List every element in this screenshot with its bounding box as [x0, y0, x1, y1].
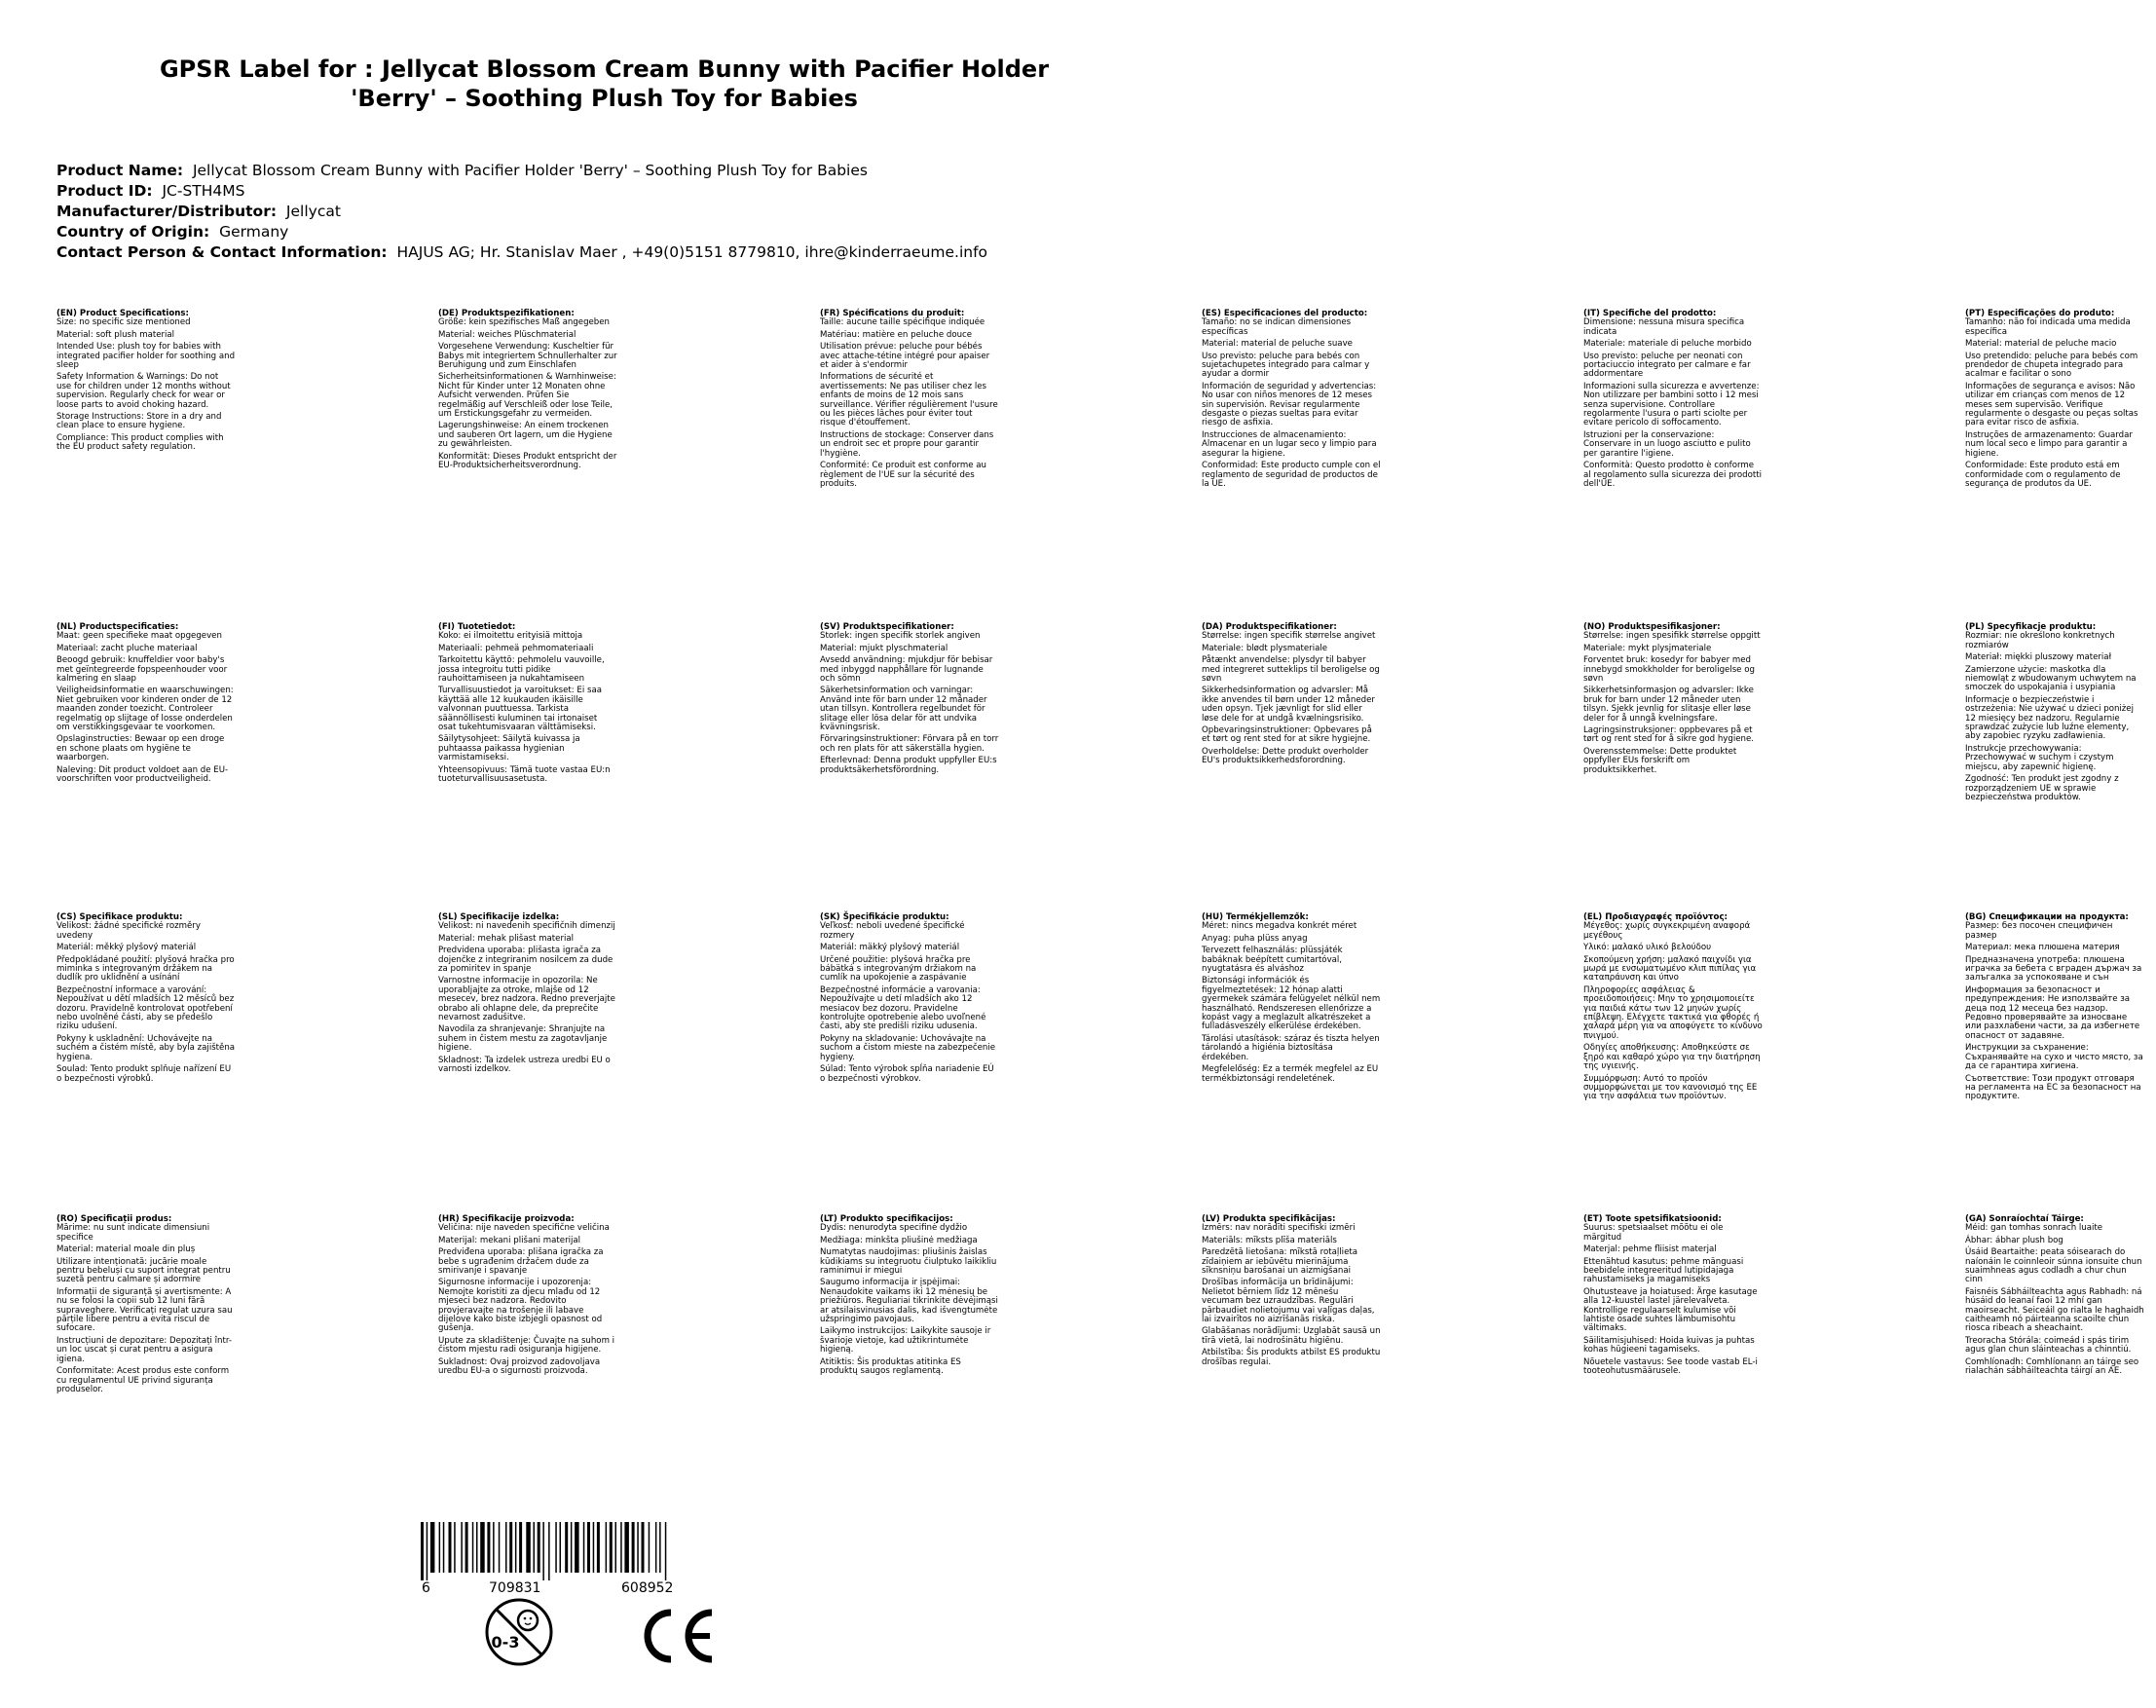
spec-paragraph: Predvidena uporaba: plišasta igrača za dojenčke z integriranim nosilcem za dude za pomiritev in spanje [438, 946, 613, 975]
barcode-bar [610, 1522, 613, 1573]
spec-paragraph: Varnostne informacije in opozorila: Ne uporabljajte za otroke, mlajše od 12 mesecev, brez nadzora. Redno preverjajte obrabo ali ohlapne dele, da preprečite nevarnost zadušitve. [438, 976, 615, 1023]
spec-paragraph: Tarkoitettu käyttö: pehmolelu vauvoille, jossa integroitu tutti pidike rauhoittamiseen ja nukahtamiseen [438, 655, 605, 685]
spec-paragraph: Storlek: ingen specifik storlek angiven [820, 631, 981, 642]
language-block [820, 310, 1011, 492]
language-heading: (ET) Toote spetsifikatsioonid: [1583, 1214, 1722, 1224]
language-heading: (EL) Προδιαγραφές προϊόντος: [1583, 912, 1728, 922]
spec-paragraph: Informații de siguranță și avertismente: A nu se folosi la copii sub 12 luni fără supraveghere. Verificați regulat uzura sau părțile libere pentru a evita riscul de sufocare. [56, 1286, 233, 1334]
barcode-group-2: 608952 [621, 1580, 674, 1596]
spec-paragraph: Medžiaga: minkšta pliušinė medžiaga [820, 1235, 978, 1245]
spec-paragraph: Súlad: Tento výrobok spĺňa nariadenie EÚ o bezpečnosti výrobkov. [820, 1064, 994, 1084]
language-block [1202, 310, 1393, 492]
barcode-bar [615, 1522, 617, 1573]
spec-paragraph: Laikymo instrukcijos: Laikykite sausoje ir švarioje vietoje, kad užtikrintumėte higieną. [820, 1326, 991, 1355]
spec-paragraph: Turvallisuustiedot ja varoitukset: Ei saa käyttää alle 12 kuukauden ikäisille valvonnan puuttuessa. Tarkista säännöllisesti kuluminen tai irtonaiset osat tukehtumisvaaran välttämiseksi. [438, 686, 602, 733]
spec-paragraph: Μέγεθος: χωρίς συγκεκριμένη αναφορά μεγέθους [1583, 921, 1751, 941]
spec-paragraph: Glabāšanas norādījumi: Uzglabāt sausā un tīrā vietā, lai nodrošinātu higiēnu. [1202, 1326, 1381, 1346]
language-heading: (FI) Tuotetiedot: [438, 622, 516, 632]
language-block [1965, 913, 2156, 1105]
barcode-bar [499, 1522, 501, 1573]
spec-paragraph: Σκοπούμενη χρήση: μαλακό παιχνίδι για μωρά με ενσωματωμένο κλιπ πιπίλας για καταπράυνση και ύπνο [1583, 954, 1757, 984]
language-heading: (DE) Produktspezifikationen: [438, 309, 575, 318]
spec-paragraph: Forventet bruk: kosedyr for babyer med innebygd smokkholder for beroligelse og søvn [1583, 655, 1755, 685]
spec-paragraph: Materijal: mekani plišani materijal [438, 1235, 581, 1245]
barcode-bar [505, 1522, 507, 1573]
spec-paragraph: Informations de sécurité et avertissements: Ne pas utiliser chez les enfants de moins de 12 mois sans surveillance. Vérifier régulièrement l'usure ou les pièces lâches pour éviter tout risque d'étouffement. [820, 372, 998, 428]
barcode-bar [583, 1522, 585, 1573]
language-block [1583, 1215, 1774, 1380]
barcode-bar [571, 1522, 573, 1573]
spec-paragraph: Numatytas naudojimas: pliušinis žaislas kūdikiams su integruotu čiulptuko laikikliu raminimui ir miegui [820, 1247, 997, 1277]
language-heading: (IT) Specifiche del prodotto: [1583, 309, 1717, 318]
spec-paragraph: Naleving: Dit product voldoet aan de EU-voorschriften voor productveiligheid. [56, 764, 229, 785]
spec-paragraph: Upute za skladištenje: Čuvajte na suhom i čistom mjestu radi osiguranja higijene. [438, 1335, 615, 1355]
spec-paragraph: Informacje o bezpieczeństwie i ostrzeżenia: Nie używać u dzieci poniżej 12 miesięcy bez nadzoru. Regularnie sprawdzać zużycie lub luźne elementy, aby zapobiec ryzyku zadławienia. [1965, 694, 2134, 742]
spec-paragraph: Pokyny k uskladnění: Uchovávejte na suchém a čistém místě, aby byla zajištěna hygiena. [56, 1033, 236, 1062]
language-block [56, 310, 247, 456]
age-label: 0-3 [491, 1633, 520, 1652]
spec-paragraph: Información de seguridad y advertencias: No usar con niños menores de 12 meses sin supervisión. Revisar regularmente desgaste o piezas sueltas para evitar riesgo de asfixia. [1202, 381, 1377, 428]
language-heading: (LV) Produkta specifikācijas: [1202, 1214, 1336, 1224]
language-block [1583, 623, 1774, 778]
spec-paragraph: Atitiktis: Šis produktas atitinka ES produktų saugos reglamentą. [820, 1356, 961, 1377]
spec-paragraph: Sukladnost: Ovaj proizvod zadovoljava uredbu EU-a o sigurnosti proizvoda. [438, 1356, 601, 1377]
barcode-bar [534, 1522, 536, 1573]
spec-paragraph: Úsáid Beartaithe: peata sóisearach do naíonáin le coinnleoir súnna ionsuite chun suaimhneas agus codladh a chur chun cinn [1965, 1247, 2142, 1285]
spec-paragraph: Informações de segurança e avisos: Não utilizar em crianças com menos de 12 meses sem supervisão. Verifique regularmente o desgaste ou peças soltas para evitar risco de asfixia. [1965, 381, 2138, 428]
language-block [56, 1215, 247, 1397]
spec-paragraph: Veličina: nije naveden specifične veličina [438, 1223, 610, 1234]
spec-paragraph: Sikkerhetsinformasjon og advarsler: Ikke bruk for barn under 12 måneder uten tilsyn. Sjekk jevnlig for slitasje eller løse deler for å unngå kvelningsfare. [1583, 686, 1754, 724]
language-block [1202, 913, 1393, 1087]
spec-paragraph: Инструкции за съхранение: Съхранявайте на сухо и чисто място, за да се гарантира хигиена. [1965, 1043, 2143, 1072]
spec-paragraph: Predviđena uporaba: plišana igračka za bebe s ugrađenim držačem dude za smirivanje i spavanje [438, 1247, 604, 1277]
spec-paragraph: Material: material de peluche suave [1202, 339, 1353, 350]
language-block [438, 310, 629, 474]
barcode-bar [560, 1522, 562, 1573]
spec-paragraph: Taille: aucune taille spécifique indiquée [820, 317, 985, 328]
spec-paragraph: Materiale: mykt plysjmateriale [1583, 643, 1712, 653]
barcode-bar [620, 1522, 622, 1573]
spec-paragraph: Förvaringsinstruktioner: Förvara på en torr och ren plats för att säkerställa hygien. [820, 734, 999, 754]
spec-paragraph: Lagringsinstruksjoner: oppbevares på et tørt og rent sted for å sikre god hygiene. [1583, 725, 1754, 745]
spec-paragraph: Størrelse: ingen specifik størrelse angivet [1202, 631, 1376, 642]
spec-paragraph: Overensstemmelse: Dette produktet oppfyller EUs forskrift om produktsikkerhet. [1583, 746, 1737, 775]
spec-paragraph: Materiale: materiale di peluche morbido [1583, 339, 1752, 350]
spec-paragraph: Tervezett felhasználás: plüssjáték babáknak beépített cumitartóval, nyugtatásra és alváshoz [1202, 946, 1343, 975]
spec-paragraph: Uso pretendido: peluche para bebés com prendedor de chupeta integrado para acalmar e facilitar o sono [1965, 351, 2138, 380]
barcode-bar [649, 1522, 651, 1573]
spec-paragraph: Instrucciones de almacenamiento: Almacenar en un lugar seco y limpio para asegurar la higiene. [1202, 429, 1377, 459]
spec-paragraph: Méret: nincs megadva konkrét méret [1202, 921, 1357, 932]
language-heading: (CS) Specifikace produktu: [56, 912, 183, 922]
spec-paragraph: Megfelelőség: Ez a termék megfelel az EU termékbiztonsági rendeletének. [1202, 1064, 1379, 1084]
language-block [438, 623, 629, 788]
spec-paragraph: Размер: без посочен специфичен размер [1965, 921, 2113, 941]
language-block [1583, 913, 1774, 1105]
spec-paragraph: Материал: мека плюшена материя [1965, 943, 2120, 953]
spec-paragraph: Overholdelse: Dette produkt overholder EU's produktsikkerhedsforordning. [1202, 746, 1369, 766]
barcode-bar [593, 1522, 595, 1573]
barcode-bar [624, 1522, 629, 1573]
spec-paragraph: Avsedd användning: mjukdjur för bebisar med inbyggd napphållare för lugnande och sömn [820, 655, 993, 685]
barcode-bar [587, 1522, 590, 1573]
barcode-bar [548, 1522, 550, 1580]
spec-paragraph: Biztonsági információk és figyelmeztetések: 12 hónap alatti gyermekek számára felügyelet nélkül nem használható. Rendszeresen ellenőrizze a kopást vagy a meglazult alkatrészeket a fulladásveszély elkerülése érdekében. [1202, 976, 1381, 1032]
spec-paragraph: Koko: ei ilmoitettu erityisiä mittoja [438, 631, 583, 642]
barcode-bar [542, 1522, 544, 1580]
spec-paragraph: Dydis: nenurodyta specifinė dydžio [820, 1223, 968, 1234]
spec-paragraph: Storage Instructions: Store in a dry and clean place to ensure hygiene. [56, 412, 222, 431]
product-name-value: Jellycat Blossom Cream Bunny with Pacifier Holder 'Berry' – Soothing Plush Toy for Babies [192, 162, 868, 179]
contact-row [56, 242, 1167, 263]
barcode-bar [430, 1522, 435, 1573]
barcode-bar [606, 1522, 608, 1573]
spec-paragraph: Veiligheidsinformatie en waarschuwingen: Niet gebruiken voor kinderen onder de 12 maanden zonder toezicht. Controleer regelmatig op slijtage of losse onderdelen om verstikkingsgevaar te voorkomen. [56, 686, 234, 733]
spec-paragraph: Safety Information & Warnings: Do not use for children under 12 months without supervision. Regularly check for wear or loose parts to avoid choking hazard. [56, 372, 231, 410]
spec-paragraph: Navodila za shranjevanje: Shranjujte na suhem in čistem mestu za zagotavljanje higiene. [438, 1024, 608, 1054]
language-heading: (HU) Termékjellemzők: [1202, 912, 1309, 922]
spec-paragraph: Informazioni sulla sicurezza e avvertenze: Non utilizzare per bambini sotto i 12 mesi senza supervisione. Controllare regolarmente l'usura o parti sciolte per evitare pericolo di soffocamento. [1583, 381, 1760, 428]
spec-paragraph: Instruções de armazenamento: Guardar num local seco e limpo para garantir a higiene. [1965, 429, 2133, 459]
language-block [1583, 310, 1774, 492]
spec-paragraph: Conformité: Ce produit est conforme au règlement de l'UE sur la sécurité des produits. [820, 461, 986, 489]
language-block [1965, 310, 2156, 492]
spec-paragraph: Velikost: ni navedenih specifičnih dimenzij [438, 921, 615, 932]
spec-paragraph: Drošības informācija un brīdinājumi: Nelietot bērniem līdz 12 mēnešu vecumam bez uzraudzības. Regulāri pārbaudiet nolietojumu vai vaļīgas daļas, lai izvairītos no aizrīšanās riska. [1202, 1278, 1375, 1325]
spec-paragraph: Zgodność: Ten produkt jest zgodny z rozporządzeniem UE w sprawie bezpieczeństwa produktów. [1965, 774, 2119, 802]
spec-paragraph: Информация за безопасност и предупреждения: Не използвайте за деца под 12 месеца без надзор. Редовно проверявайте за износване или разхлабени части, за да избегнете опасност от задавяне. [1965, 984, 2140, 1041]
language-heading: (LT) Produkto specifikacijos: [820, 1214, 953, 1224]
barcode-bar [439, 1522, 441, 1573]
spec-paragraph: Materiaali: pehmeä pehmomateriaali [438, 643, 594, 653]
spec-paragraph: Paredzētā lietošana: mīkstā rotaļlieta zīdaiņiem ar iebūvētu mierinājuma sīknsniņu barošanai un aizmigšanai [1202, 1247, 1357, 1277]
spec-paragraph: Υλικό: μαλακό υλικό βελούδου [1583, 943, 1712, 953]
language-heading: (EN) Product Specifications: [56, 309, 189, 318]
spec-paragraph: Beoogd gebruik: knuffeldier voor baby's met geïntegreerde fopspeenhouder voor kalmering en slaap [56, 655, 228, 685]
barcode-bar [443, 1522, 445, 1573]
language-block [820, 913, 1011, 1087]
product-name-label: Product Name: [56, 162, 184, 179]
spec-paragraph: Matériau: matière en peluche douce [820, 329, 973, 340]
spec-paragraph: Určené použitie: plyšová hračka pre bábätká s integrovaným držiakom na cumlík na upokojenie a zaspávanie [820, 954, 977, 984]
contact-value: HAJUS AG; Hr. Stanislav Maer , +49(0)5151 8779810, ihre@kinderraeume.info [396, 243, 988, 261]
spec-paragraph: Größe: kein spezifisches Maß angegeben [438, 317, 610, 328]
spec-paragraph: Vorgesehene Verwendung: Kuscheltier für Babys mit integriertem Schnullerhalter zur Beruhigung und zum Einschlafen [438, 342, 617, 371]
spec-paragraph: Atbilstība: Šis produkts atbilst ES produktu drošības regulai. [1202, 1348, 1381, 1367]
language-heading: (PT) Especificações do produto: [1965, 309, 2115, 318]
barcode-bar [476, 1522, 478, 1573]
language-block [1202, 1215, 1393, 1370]
barcode-bar [465, 1522, 468, 1573]
language-heading: (SL) Specifikacije izdelka: [438, 912, 560, 922]
barcode-bar [421, 1522, 424, 1580]
spec-paragraph: Předpokládané použití: plyšová hračka pro miminka s integrovaným držákem na dudlík pro uklidnění a usínání [56, 954, 235, 984]
barcode-bar [632, 1522, 635, 1573]
spec-paragraph: Pokyny na skladovanie: Uchovávajte na suchom a čistom mieste na zabezpečenie hygieny. [820, 1033, 996, 1062]
spec-paragraph: Instructions de stockage: Conserver dans un endroit sec et propre pour garantir l'hygiène. [820, 429, 994, 459]
spec-paragraph: Påtænkt anvendelse: plysdyr til babyer med integreret sutteklips til beroligelse og søvn [1202, 655, 1380, 685]
spec-paragraph: Conformità: Questo prodotto è conforme al regolamento sulla sicurezza dei prodotti dell'UE. [1583, 461, 1762, 489]
spec-paragraph: Bezpečnostní informace a varování: Nepoužívat u dětí mladších 12 měsíců bez dozoru. Pravidelně kontrolovat opotřebení nebo uvolněné části, aby se předešlo riziku udušení. [56, 984, 235, 1032]
spec-paragraph: Sicherheitsinformationen & Warnhinweise: Nicht für Kinder unter 12 Monaten ohne Aufsicht verwenden. Prüfen Sie regelmäßig auf Verschleiß oder lose Teile, um Erstickungsgefahr zu vermeiden. [438, 372, 616, 420]
spec-paragraph: Méid: gan tomhas sonrach luaite [1965, 1223, 2103, 1234]
spec-paragraph: Dimensione: nessuna misura specifica indicata [1583, 317, 1745, 337]
manufacturer-value: Jellycat [285, 203, 341, 220]
spec-paragraph: Συμμόρφωση: Αυτό το προϊόν συμμορφώνεται με τον κανονισμό της ΕΕ για την ασφάλεια των προϊόντων. [1583, 1073, 1758, 1102]
spec-paragraph: Ohutusteave ja hoiatused: Ärge kasutage alla 12-kuustel lastel järelevalveta. Kontrollige regulaarselt kulumise või lahtiste osade suhtes lämbumisohtu vältimaks. [1583, 1286, 1758, 1334]
product-id-label: Product ID: [56, 182, 153, 200]
spec-paragraph: Izmērs: nav norādīti specifiski izmēri [1202, 1223, 1356, 1234]
barcode-bar [461, 1522, 463, 1573]
barcode-bar [519, 1522, 522, 1573]
spec-paragraph: Intended Use: plush toy for babies with integrated pacifier holder for soothing and sleep [56, 342, 236, 371]
barcode-bar [454, 1522, 456, 1573]
barcode-bar [449, 1522, 452, 1573]
language-heading: (ES) Especificaciones del producto: [1202, 309, 1368, 318]
barcode-bar [642, 1522, 645, 1573]
spec-paragraph: Sikkerhedsinformation og advarsler: Må ikke anvendes til børn under 12 måneder uden opsyn. Tjek jævnligt for slid eller løse dele for at undgå kvælningsrisiko. [1202, 686, 1375, 724]
language-heading: (HR) Specifikacije proizvoda: [438, 1214, 575, 1224]
spec-paragraph: Utilisation prévue: peluche pour bébés avec attache-tétine intégré pour apaiser et aider à s'endormir [820, 342, 990, 371]
spec-paragraph: Säilitamisjuhised: Hoida kuivas ja puhtas kohas hügieeni tagamiseks. [1583, 1335, 1755, 1355]
spec-paragraph: Conformidad: Este producto cumple con el reglamento de seguridad de productos de la UE. [1202, 461, 1381, 489]
spec-paragraph: Conformidade: Este produto está em conformidade com o regulamento de segurança de produtos da UE. [1965, 461, 2121, 489]
spec-paragraph: Conformitate: Acest produs este conform cu regulamentul UE privind siguranța produselor. [56, 1366, 230, 1394]
ce-mark-icon [638, 1607, 716, 1665]
spec-paragraph: Uso previsto: peluche per neonati con portaciuccio integrato per calmare e far addormentare [1583, 351, 1751, 380]
spec-paragraph: Säkerhetsinformation och varningar: Använd inte för barn under 12 månader utan tillsyn. Kontrollera regelbundet för slitage eller lösa delar för att undvika kvävningsrisk. [820, 686, 987, 733]
spec-paragraph: Uso previsto: peluche para bebés con sujetachupetes integrado para calmar y ayudar a dormir [1202, 351, 1370, 380]
language-heading: (SV) Produktspecifikationer: [820, 622, 954, 632]
spec-paragraph: Material: mjukt plyschmaterial [820, 643, 948, 653]
manufacturer-label: Manufacturer/Distributor: [56, 203, 278, 220]
barcode-digit-left: 6 [422, 1580, 430, 1596]
product-name-row [56, 161, 1167, 181]
origin-label: Country of Origin: [56, 223, 210, 241]
spec-paragraph: Faisnéis Sábháilteachta agus Rabhadh: ná húsáid do leanaí faoi 12 mhí gan maoirseacht. Seiceáil go rialta le haghaidh caitheamh nó páirteanna scaoilte chun riosca ribeach a sheachaint. [1965, 1286, 2144, 1334]
barcode-bar [480, 1522, 485, 1573]
barcode [421, 1522, 713, 1580]
language-heading: (FR) Spécifications du produit: [820, 309, 965, 318]
spec-paragraph: Material: mehak plišast material [438, 933, 575, 944]
barcode-bar [509, 1522, 512, 1573]
language-heading: (NO) Produktspesifikasjoner: [1583, 622, 1721, 632]
spec-paragraph: Ettenähtud kasutus: pehme mänguasi beebidele integreeritud lutipidajaga rahustamiseks ja magamiseks [1583, 1256, 1744, 1285]
spec-paragraph: Mărime: nu sunt indicate dimensiuni specifice [56, 1223, 210, 1243]
barcode-bar [515, 1522, 517, 1573]
barcode-bar [565, 1522, 568, 1573]
origin-row [56, 222, 1167, 242]
product-id-row [56, 181, 1167, 202]
spec-paragraph: Materiāls: mīksts plīša materiāls [1202, 1235, 1337, 1245]
spec-paragraph: Material: weiches Plüschmaterial [438, 329, 576, 340]
language-block [820, 623, 1011, 778]
language-heading: (NL) Productspecificaties: [56, 622, 179, 632]
language-block [1965, 623, 2156, 805]
spec-paragraph: Οδηγίες αποθήκευσης: Αποθηκεύστε σε ξηρό και καθαρό χώρο για την διατήρηση της υγιεινής. [1583, 1043, 1761, 1072]
barcode-bar [487, 1522, 490, 1573]
barcode-bar [597, 1522, 600, 1573]
spec-paragraph: Størrelse: ingen spesifikk størrelse oppgitt [1583, 631, 1761, 642]
language-block [1202, 623, 1393, 769]
spec-paragraph: Treoracha Stórála: coimeád i spás tirim agus glan chun sláinteachas a chinntiú. [1965, 1335, 2132, 1355]
spec-paragraph: Yhteensopivuus: Tämä tuote vastaa EU:n tuoteturvallisuusasetusta. [438, 764, 611, 785]
barcode-bar [659, 1522, 661, 1573]
spec-paragraph: Utilizare intenționată: jucărie moale pentru bebeluși cu suport integrat pentru suzetă pentru calmare și adormire [56, 1256, 231, 1285]
barcode-bar [665, 1522, 667, 1580]
spec-paragraph: Säilytysohjeet: Säilytä kuivassa ja puhtaassa paikassa hygienian varmistamiseksi. [438, 734, 580, 763]
language-heading: (RO) Specificații produs: [56, 1214, 172, 1224]
spec-paragraph: Efterlevnad: Denna produkt uppfyller EU:s produktsäkerhetsförordning. [820, 756, 997, 775]
spec-paragraph: Nõuetele vastavus: See toode vastab EL-i tooteohutusmäärusele. [1583, 1356, 1758, 1377]
spec-paragraph: Materiał: miękki pluszowy materiał [1965, 652, 2112, 663]
spec-paragraph: Velikost: žádné specifické rozměry uvedeny [56, 921, 201, 941]
spec-paragraph: Tamaño: no se indican dimensiones específicas [1202, 317, 1352, 337]
spec-paragraph: Materjal: pehme fliisist materjal [1583, 1244, 1717, 1255]
barcode-bar [472, 1522, 474, 1573]
spec-paragraph: Πληροφορίες ασφάλειας & προειδοποιήσεις: Μην το χρησιμοποιείτε για παιδιά κάτω των 12 μηνών χωρίς επίβλεψη. Ελέγχετε τακτικά για φθορές ή χαλαρά μέρη για να αποφύγετε το κίνδυνο πνιγμού. [1583, 984, 1763, 1041]
spec-paragraph: Skladnost: Ta izdelek ustreza uredbi EU o varnosti izdelkov. [438, 1055, 611, 1075]
spec-paragraph: Saugumo informacija ir įspėjimai: Nenaudokite vaikams iki 12 mėnesių be priežiūros. Reguliariai tikrinkite dėvėjimąsi ar atsilaisvinusias dalis, kad išvengtumėte užspringimo pavojaus. [820, 1278, 998, 1325]
spec-paragraph: Materiaal: zacht pluche materiaal [56, 643, 198, 653]
barcode-bar [526, 1522, 531, 1573]
spec-paragraph: Съответствие: Този продукт отговаря на регламента на ЕС за безопасност на продуктите. [1965, 1073, 2141, 1102]
spec-paragraph: Lagerungshinweise: An einem trockenen und sauberen Ort lagern, um die Hygiene zu gewährleisten. [438, 421, 613, 450]
spec-paragraph: Materiál: mäkký plyšový materiál [820, 943, 960, 953]
spec-paragraph: Suurus: spetsiaalset mõõtu ei ole märgitud [1583, 1223, 1724, 1243]
spec-paragraph: Konformität: Dieses Produkt entspricht der EU-Produktsicherheitsverordnung. [438, 451, 617, 471]
barcode-bar [655, 1522, 657, 1573]
spec-paragraph: Opslaginstructies: Bewaar op een droge en schone plaats om hygiëne te waarborgen. [56, 734, 225, 763]
language-heading: (DA) Produktspecifikationer: [1202, 622, 1337, 632]
language-block [56, 913, 247, 1087]
spec-paragraph: Material: material moale din pluș [56, 1244, 196, 1255]
age-0-3-warning-icon [484, 1597, 554, 1667]
spec-paragraph: Istruzioni per la conservazione: Conservare in un luogo asciutto e pulito per garantire l'igiene. [1583, 429, 1751, 459]
spec-paragraph: Opbevaringsinstruktioner: Opbevares på et tørt og rent sted for at sikre hygiejne. [1202, 725, 1372, 745]
language-block [438, 1215, 629, 1380]
spec-paragraph: Material: soft plush material [56, 329, 175, 340]
spec-paragraph: Rozmiar: nie określono konkretnych rozmiarów [1965, 631, 2115, 650]
contact-label: Contact Person & Contact Information: [56, 243, 388, 261]
product-info [56, 161, 1167, 263]
spec-paragraph: Comhlíonadh: Comhlíonann an táirge seo rialachán sábháilteachta táirgí an AE. [1965, 1356, 2139, 1377]
spec-paragraph: Tárolási utasítások: száraz és tiszta helyen tárolandó a higiénia biztosítása érdekében. [1202, 1033, 1380, 1062]
spec-paragraph: Veľkosť: neboli uvedené špecifické rozmery [820, 921, 965, 941]
spec-paragraph: Sigurnosne informacije i upozorenja: Nemojte koristiti za djecu mlađu od 12 mjeseci bez nadzora. Redovito provjeravajte na trošenje ili labave dijelove kako biste izbjegli opasnost od gušenja. [438, 1278, 603, 1334]
barcode-bar [555, 1522, 557, 1573]
spec-paragraph: Instrukcje przechowywania: Przechowywać w suchym i czystym miejscu, aby zapewnić higienę. [1965, 743, 2114, 772]
spec-paragraph: Предназначена употреба: плюшена играчка за бебета с вграден държач за залъгалка за успокояване и сън [1965, 954, 2142, 984]
title-line-2: 'Berry' – Soothing Plush Toy for Babies [351, 85, 858, 112]
barcode-bar [427, 1522, 428, 1580]
spec-paragraph: Bezpečnostné informácie a varovania: Nepoužívajte u detí mladších ako 12 mesiacov bez dozoru. Pravidelne kontrolujte opotrebenie alebo uvoľnené časti, aby ste predišli riziku udusenia. [820, 984, 986, 1032]
barcode-bar [575, 1522, 579, 1573]
spec-paragraph: Materiale: blødt plysmateriale [1202, 643, 1328, 653]
title-line-1: GPSR Label for : Jellycat Blossom Cream Bunny with Pacifier Holder [159, 56, 1050, 83]
manufacturer-row [56, 202, 1167, 222]
barcode-bar [637, 1522, 639, 1573]
spec-paragraph: Materiál: měkký plyšový materiál [56, 943, 197, 953]
spec-paragraph: Soulad: Tento produkt splňuje nařízení EU o bezpečnosti výrobků. [56, 1064, 232, 1084]
barcode-group-1: 709831 [489, 1580, 541, 1596]
spec-paragraph: Maat: geen specifieke maat opgegeven [56, 631, 222, 642]
spec-paragraph: Anyag: puha plüss anyag [1202, 933, 1308, 944]
spec-paragraph: Compliance: This product complies with the EU product safety regulation. [56, 432, 224, 453]
language-block [820, 1215, 1011, 1380]
spec-paragraph: Ábhar: ábhar plush bog [1965, 1235, 2063, 1245]
label-title [58, 55, 1150, 113]
language-heading: (PL) Specyfikacje produktu: [1965, 622, 2097, 632]
language-heading: (BG) Спецификации на продукта: [1965, 912, 2129, 922]
spec-paragraph: Zamierzone użycie: maskotka dla niemowląt z wbudowanym uchwytem na smoczek do uspokajania i usypiania [1965, 664, 2137, 693]
language-block [438, 913, 629, 1078]
barcode-bar [538, 1522, 540, 1573]
spec-paragraph: Tamanho: não foi indicada uma medida específica [1965, 317, 2131, 337]
language-block [56, 623, 247, 788]
spec-paragraph: Size: no specific size mentioned [56, 317, 191, 328]
barcode-bar [493, 1522, 495, 1573]
language-heading: (SK) Špecifikácie produktu: [820, 912, 949, 922]
spec-paragraph: Instrucțiuni de depozitare: Depozitați într-un loc uscat și curat pentru a asigura igiena. [56, 1335, 232, 1364]
spec-paragraph: Material: material de peluche macio [1965, 339, 2117, 350]
origin-value: Germany [219, 223, 289, 241]
language-block [1965, 1215, 2156, 1380]
product-id-value: JC-STH4MS [162, 182, 245, 200]
language-heading: (GA) Sonraíochtaí Táirge: [1965, 1214, 2084, 1224]
